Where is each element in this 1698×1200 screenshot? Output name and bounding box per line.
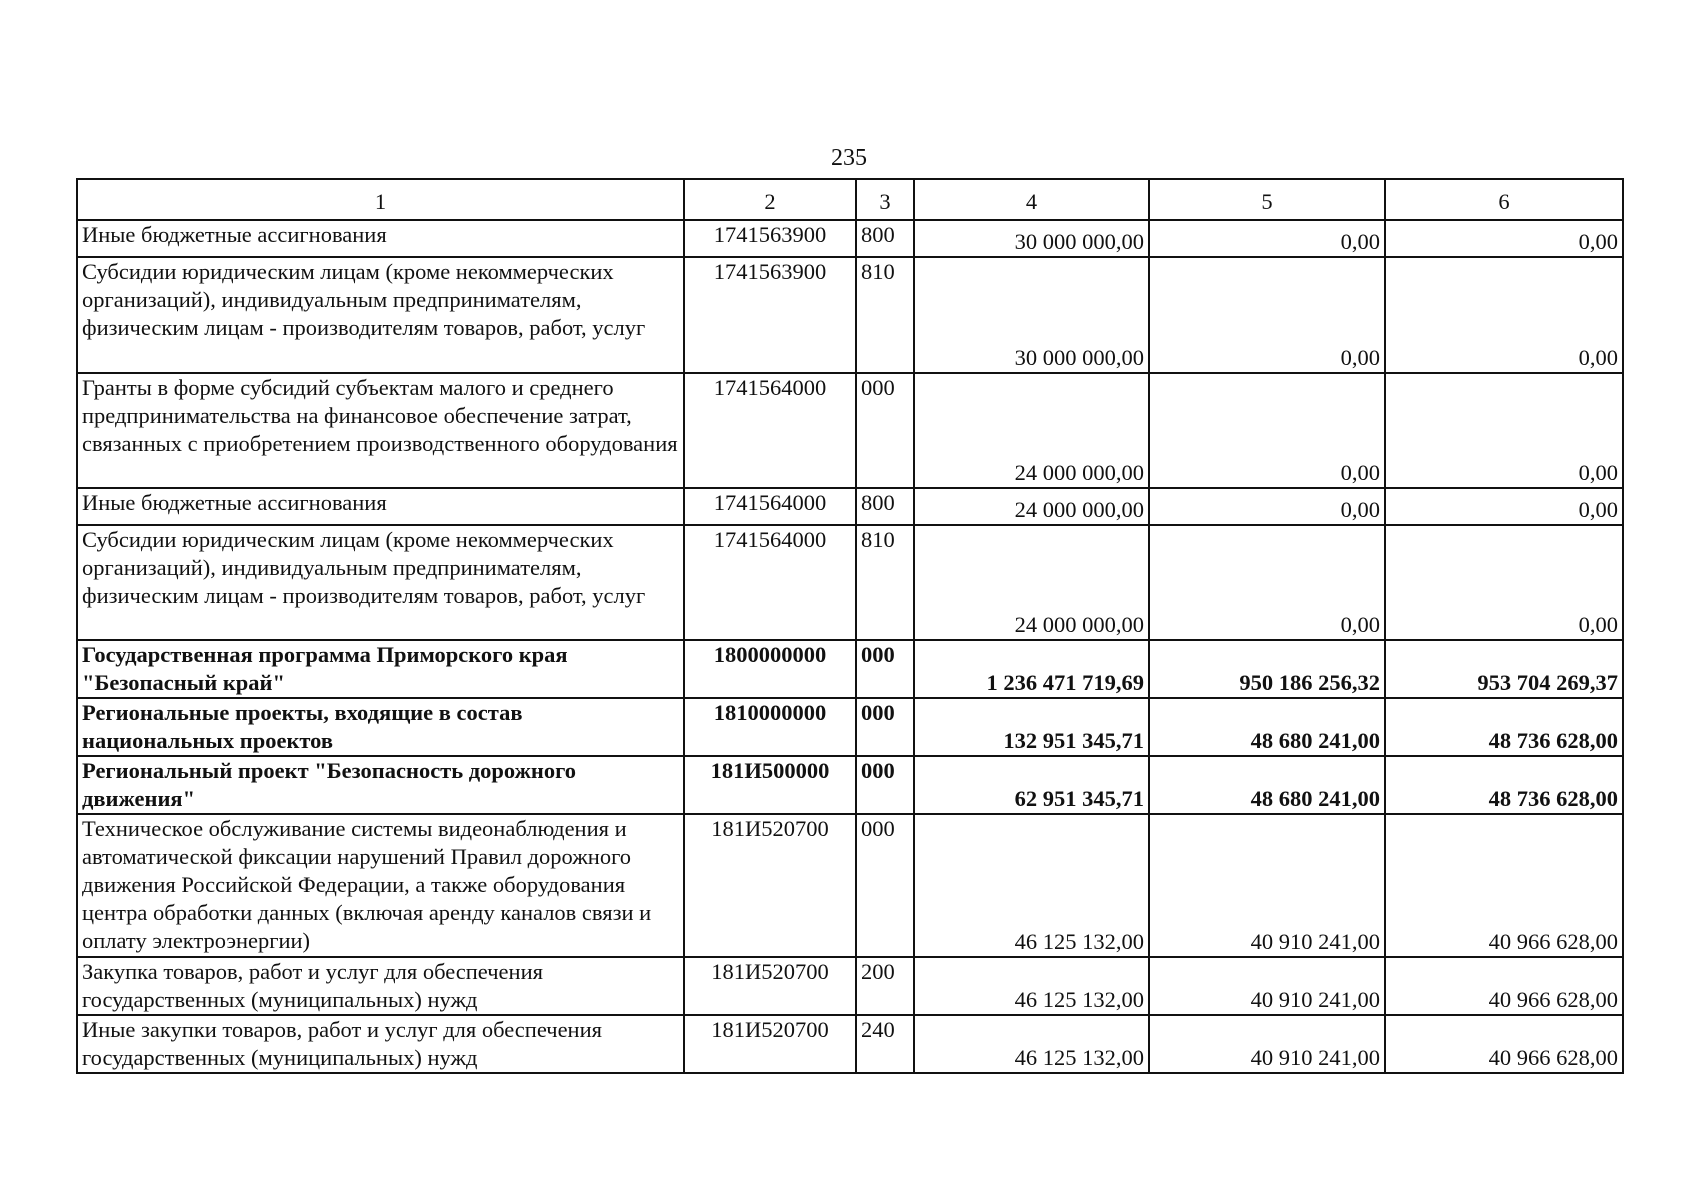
expense-type: 000 [856, 756, 914, 814]
amount-col6: 48 736 628,00 [1385, 756, 1623, 814]
table-row [77, 1015, 1623, 1073]
column-number: 6 [1385, 179, 1623, 220]
amount-col4: 132 951 345,71 [914, 698, 1149, 756]
amount-col4: 46 125 132,00 [914, 957, 1149, 1015]
column-number: 4 [914, 179, 1149, 220]
column-number: 5 [1149, 179, 1385, 220]
amount-col6: 953 704 269,37 [1385, 640, 1623, 698]
amount-col5: 48 680 241,00 [1149, 756, 1385, 814]
column-number: 1 [77, 179, 684, 220]
target-code: 181И520700 [684, 814, 856, 957]
amount-col4: 30 000 000,00 [914, 220, 1149, 257]
amount-col5: 0,00 [1149, 488, 1385, 525]
amount-col4: 24 000 000,00 [914, 488, 1149, 525]
amount-col6: 40 966 628,00 [1385, 1015, 1623, 1073]
amount-col4: 24 000 000,00 [914, 525, 1149, 640]
amount-col5: 0,00 [1149, 525, 1385, 640]
target-code: 1810000000 [684, 698, 856, 756]
row-name: Иные бюджетные ассигнования [77, 488, 684, 525]
row-name: Региональный проект "Безопасность дорожного движения" [77, 756, 684, 814]
amount-col6: 0,00 [1385, 220, 1623, 257]
amount-col4: 24 000 000,00 [914, 373, 1149, 488]
expense-type: 800 [856, 220, 914, 257]
table-row [77, 957, 1623, 1015]
expense-type: 200 [856, 957, 914, 1015]
amount-col5: 48 680 241,00 [1149, 698, 1385, 756]
table-row-section [77, 698, 1623, 756]
budget-table [76, 178, 1624, 1074]
amount-col6: 48 736 628,00 [1385, 698, 1623, 756]
target-code: 181И520700 [684, 957, 856, 1015]
target-code: 181И520700 [684, 1015, 856, 1073]
row-name: Иные бюджетные ассигнования [77, 220, 684, 257]
amount-col5: 40 910 241,00 [1149, 1015, 1385, 1073]
expense-type: 800 [856, 488, 914, 525]
amount-col6: 0,00 [1385, 373, 1623, 488]
expense-type: 000 [856, 698, 914, 756]
row-name: Региональные проекты, входящие в состав национальных проектов [77, 698, 684, 756]
amount-col6: 40 966 628,00 [1385, 957, 1623, 1015]
expense-type: 000 [856, 640, 914, 698]
amount-col4: 46 125 132,00 [914, 1015, 1149, 1073]
row-name: Закупка товаров, работ и услуг для обеспечения государственных (муниципальных) нужд [77, 957, 684, 1015]
table-row [77, 257, 1623, 373]
expense-type: 240 [856, 1015, 914, 1073]
column-number: 2 [684, 179, 856, 220]
column-number: 3 [856, 179, 914, 220]
expense-type: 000 [856, 814, 914, 957]
target-code: 1741563900 [684, 257, 856, 373]
table-row [77, 488, 1623, 525]
amount-col5: 950 186 256,32 [1149, 640, 1385, 698]
target-code: 1741563900 [684, 220, 856, 257]
expense-type: 000 [856, 373, 914, 488]
row-name: Государственная программа Приморского края "Безопасный край" [77, 640, 684, 698]
row-name: Субсидии юридическим лицам (кроме некоммерческих организаций), индивидуальным предпринимателям, физическим лицам - производителям товаров, работ, услуг [77, 525, 684, 640]
amount-col5: 40 910 241,00 [1149, 957, 1385, 1015]
table-row [77, 814, 1623, 957]
column-number-row [77, 179, 1623, 220]
amount-col6: 0,00 [1385, 525, 1623, 640]
amount-col5: 0,00 [1149, 220, 1385, 257]
row-name: Субсидии юридическим лицам (кроме некоммерческих организаций), индивидуальным предпринимателям, физическим лицам - производителям товаров, работ, услуг [77, 257, 684, 373]
amount-col5: 0,00 [1149, 373, 1385, 488]
target-code: 1800000000 [684, 640, 856, 698]
amount-col5: 40 910 241,00 [1149, 814, 1385, 957]
amount-col6: 0,00 [1385, 488, 1623, 525]
amount-col6: 40 966 628,00 [1385, 814, 1623, 957]
table-row-program [77, 640, 1623, 698]
target-code: 1741564000 [684, 373, 856, 488]
amount-col4: 30 000 000,00 [914, 257, 1149, 373]
page-number: 235 [831, 145, 867, 171]
amount-col4: 62 951 345,71 [914, 756, 1149, 814]
target-code: 1741564000 [684, 488, 856, 525]
amount-col5: 0,00 [1149, 257, 1385, 373]
amount-col6: 0,00 [1385, 257, 1623, 373]
target-code: 181И500000 [684, 756, 856, 814]
table-row [77, 220, 1623, 257]
expense-type: 810 [856, 257, 914, 373]
table-row-project [77, 756, 1623, 814]
row-name: Гранты в форме субсидий субъектам малого и среднего предпринимательства на финансовое обеспечение затрат, связанных с приобретением производственного оборудования [77, 373, 684, 488]
table-row [77, 525, 1623, 640]
amount-col4: 46 125 132,00 [914, 814, 1149, 957]
row-name: Иные закупки товаров, работ и услуг для обеспечения государственных (муниципальных) нужд [77, 1015, 684, 1073]
expense-type: 810 [856, 525, 914, 640]
target-code: 1741564000 [684, 525, 856, 640]
row-name: Техническое обслуживание системы видеонаблюдения и автоматической фиксации нарушений Правил дорожного движения Российской Федерации, а также оборудования центра обработки данных (включая аренду каналов связи и оплату электроэнергии) [77, 814, 684, 957]
table-row [77, 373, 1623, 488]
amount-col4: 1 236 471 719,69 [914, 640, 1149, 698]
